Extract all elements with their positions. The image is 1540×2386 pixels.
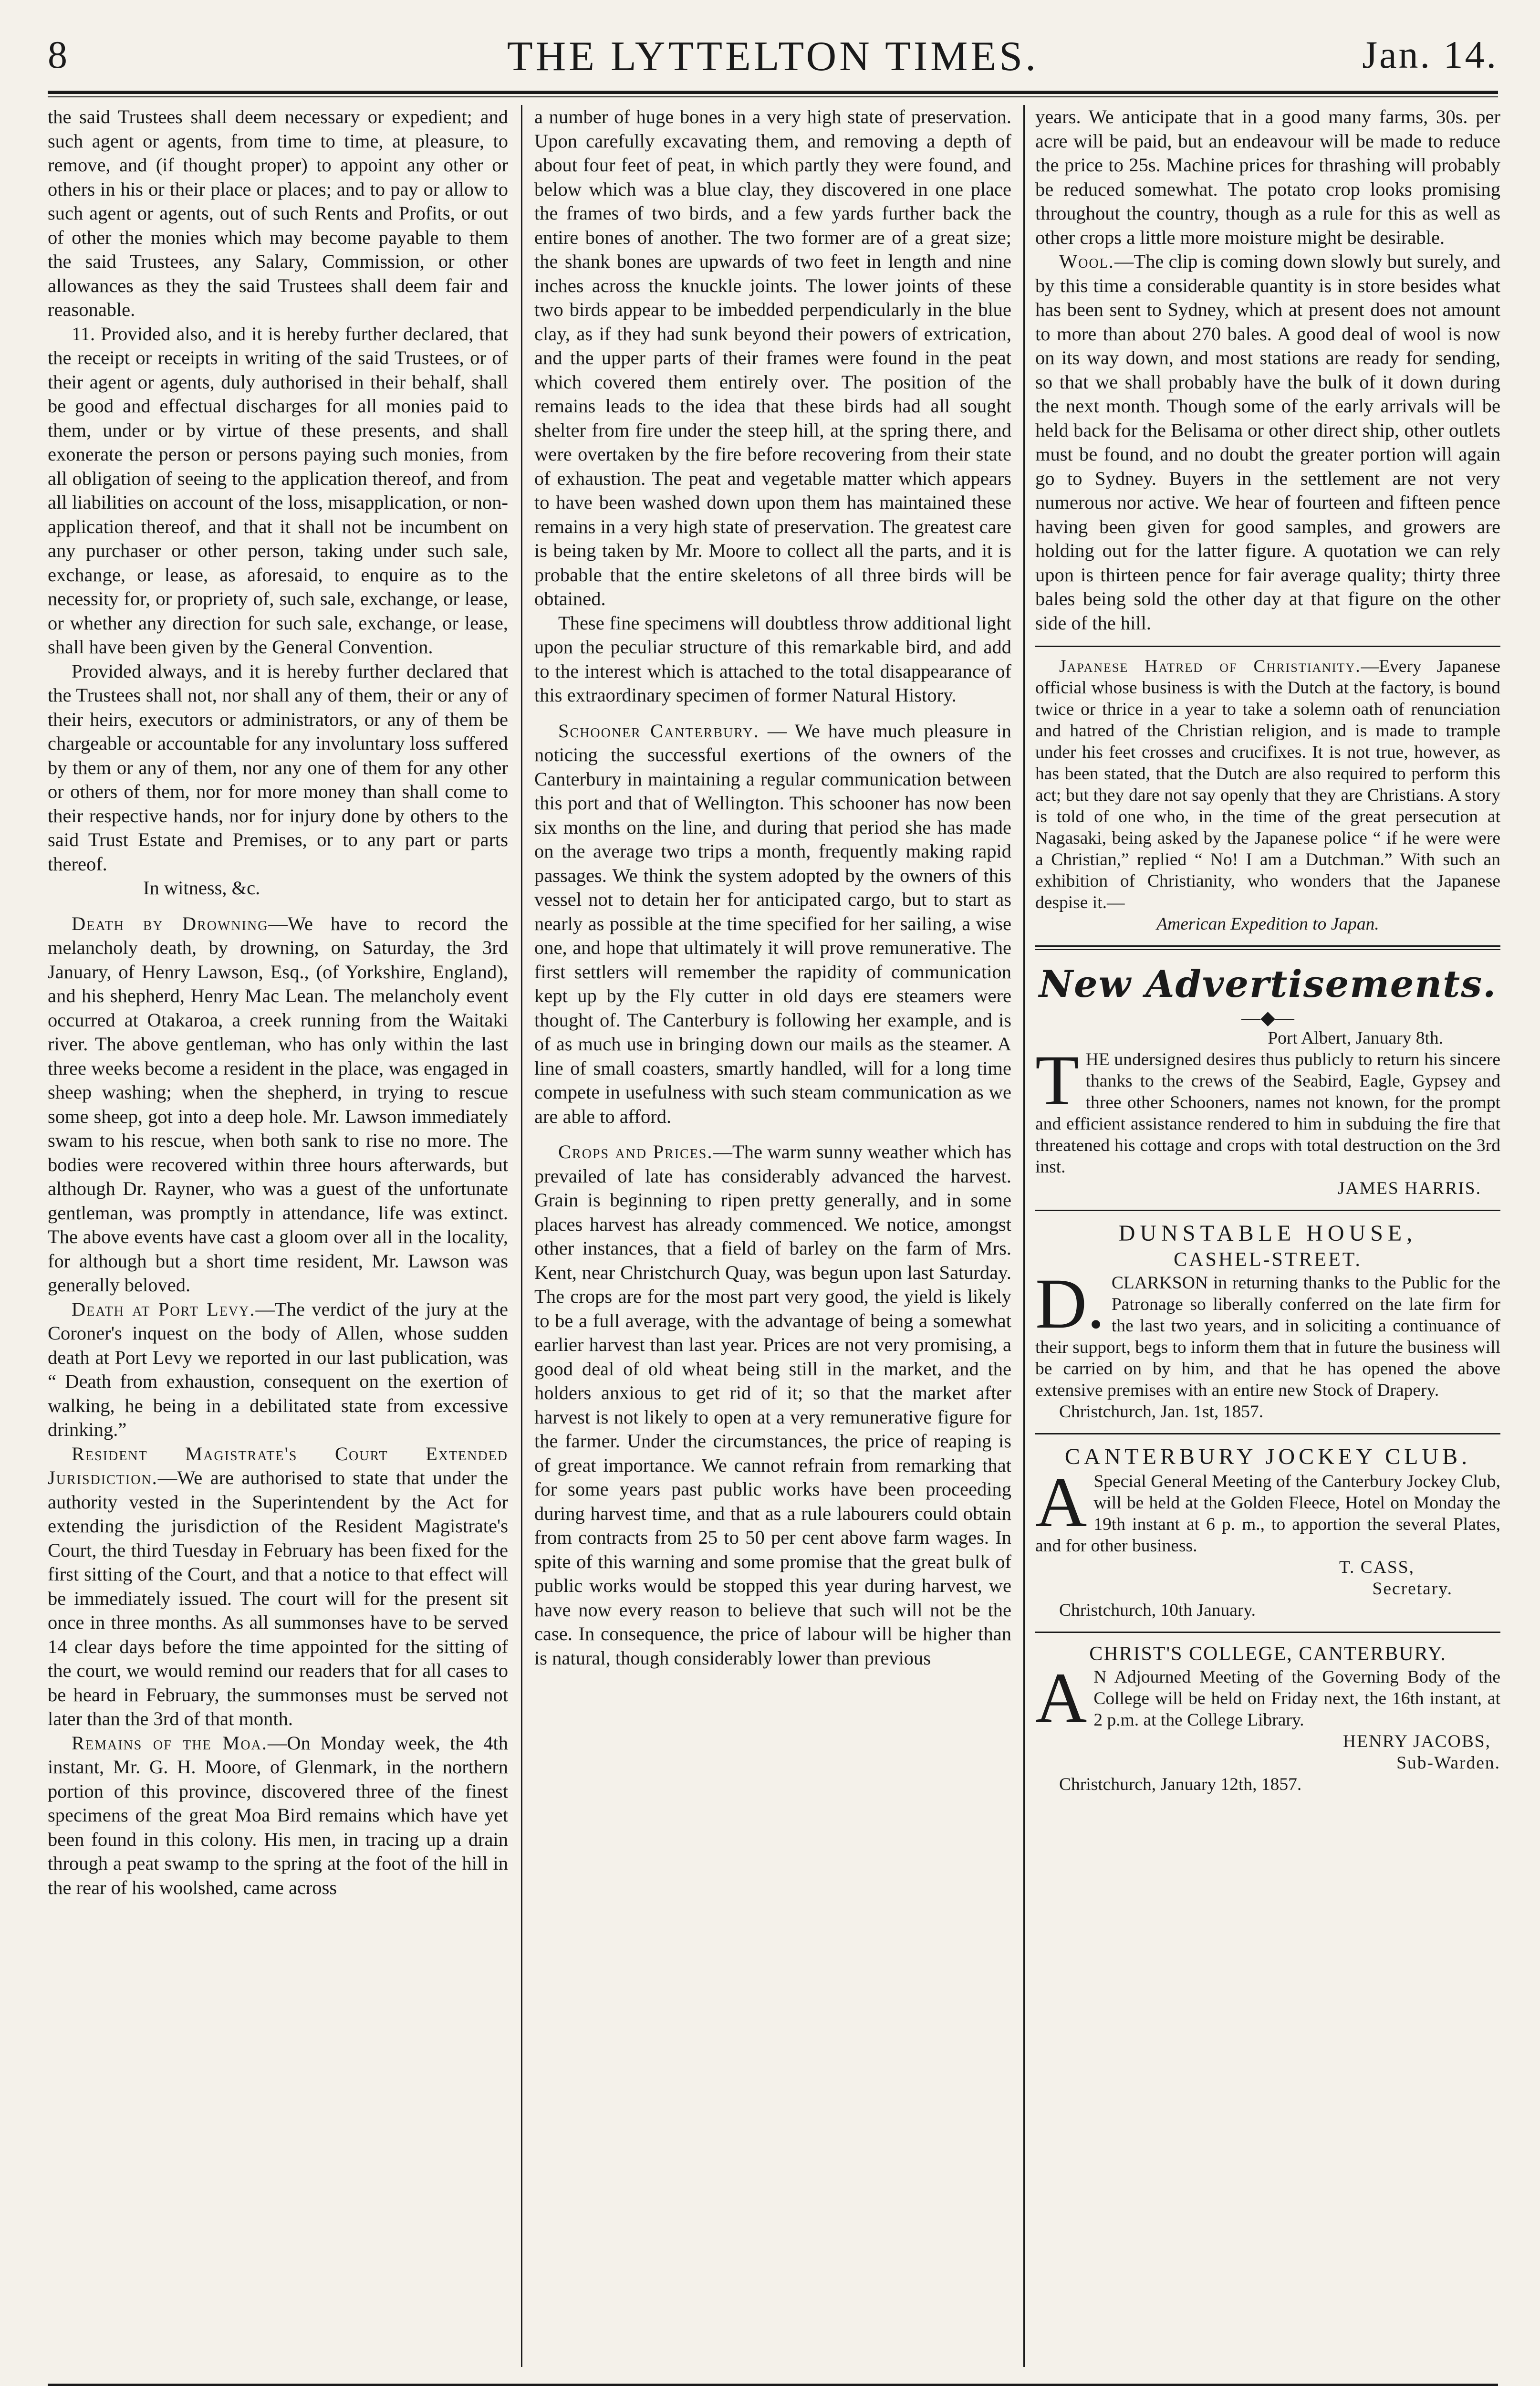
drop-cap: T bbox=[1035, 1041, 1079, 1120]
advert-body: Special General Meeting of the Canterbury Jockey Club, will be held at the Golden Fleece, Hotel on Monday the 19th instant at 6 p. m., to apportion the several Plates, and for other business. bbox=[1035, 1472, 1500, 1556]
article-moa bbox=[48, 1731, 508, 1900]
advert-signature-role: Sub-Warden. bbox=[1396, 1753, 1500, 1773]
ornament-dash: —◆— bbox=[1241, 1007, 1294, 1028]
advert-signature-role: Secretary. bbox=[1372, 1579, 1453, 1599]
advert-christs-college bbox=[1035, 1642, 1500, 1795]
article-japan bbox=[1035, 656, 1500, 935]
masthead bbox=[48, 32, 1498, 85]
column-1 bbox=[48, 105, 508, 2367]
advert-signature: HENRY JACOBS, bbox=[1342, 1732, 1491, 1751]
column-3 bbox=[1035, 105, 1500, 2367]
advert-title: DUNSTABLE HOUSE, bbox=[1118, 1221, 1417, 1246]
witness-line: In witness, &c. bbox=[143, 877, 260, 899]
drop-cap: D. bbox=[1035, 1264, 1105, 1343]
article-drowning bbox=[48, 912, 508, 1298]
newspaper-title: THE LYTTELTON TIMES. bbox=[507, 33, 1039, 80]
article-body: —On Monday week, the 4th instant, Mr. G. H. Moore, of Glenmark, in the northern portion of this province, discovered three of the finest specimens of the great Moa Bird remains which have yet been found in this colony. His men, in tracing up a drain through a peat swamp to the spring at the foot of the hill in the rear of his woolshed, came across bbox=[48, 1732, 508, 1898]
new-advertisements-heading: New Advertisements. bbox=[1039, 963, 1497, 1006]
article-crops bbox=[534, 1140, 1011, 1670]
advert-dateline: Christchurch, Jan. 1st, 1857. bbox=[1059, 1402, 1264, 1422]
advert-james-harris bbox=[1035, 1027, 1500, 1199]
advert-signature: JAMES HARRIS. bbox=[1337, 1179, 1481, 1198]
advert-dunstable-house bbox=[1035, 1220, 1500, 1423]
article-body: —The clip is coming down slowly but surely, and by this time a considerable quantity is in store besides what has been sent to Sydney, which at present does not amount to more than about 270 bales. A good deal of wool is now on its way down, and most stations are ready for sending, so that we shall probably have the bulk of it down during the next month. Though some of the early arrivals will be held back for the Belisama or other direct ship, other outlets must be found, and no doubt the greater portion will again go to Sydney. Buyers in the settlement are not very numerous nor active. We hear of fourteen and fifteen pence having been given for good samples, and growers are holding out for the latter figure. A quotation we can rely upon is thirteen pence for fair average quality; thirty three bales being sold the other day at that figure on the other side of the hill. bbox=[1035, 251, 1500, 634]
article-body: — We have much pleasure in noticing the successful exertions of the owners of the Canterbury in maintaining a regular communication between this port and that of Wellington. This schooner has now been six months on the line, and during that period she has made on the average two trips a month, frequently making rapid passages. We think the system adopted by the owners of this vessel not to detain her for anticipated cargo, but to start as nearly as possible at the time specified for her sailing, a wise one, and hope that ultimately it will prove remunerative. The first settlers will remember the rapidity of communication kept up by the Fly cutter in old days ere steamers were thought of. The Canterbury is following her example, and is of as much use in bringing down our mails as the steamer. A line of small coasters, smartly handled, will for a long time compete in usefulness with such steam communication as we are able to afford. bbox=[534, 720, 1011, 1127]
advert-place-date: Port Albert, January 8th. bbox=[1268, 1028, 1443, 1048]
advert-body: HE undersigned desires thus publicly to return his sincere thanks to the crews of the Seabird, Eagle, Gypsey and three other Schooners, names not known, for the prompt and efficient assistance rendered to him in subduing the fire that threatened his cottage and crops with total destruction on the 3rd inst. bbox=[1035, 1050, 1500, 1177]
article-crops-continued: years. We anticipate that in a good many farms, 30s. per acre will be paid, but an endeavour will be made to reduce the price to 25s. Machine prices for thrashing will probably be reduced somewhat. The potato crop looks promising throughout the country, though as a rule for this as well as other crops a little more moisture might be desirable. bbox=[1035, 106, 1500, 248]
spacer bbox=[534, 708, 1011, 719]
article-wool bbox=[1035, 250, 1500, 635]
advert-dateline: Christchurch, 10th January. bbox=[1059, 1601, 1256, 1620]
article-body: —We are authorised to state that under the authority vested in the Superintendent by the Act for extending the jurisdiction of the Resident Magistrate's Court, the third Tuesday in February has been fixed for the first sitting of the Court, and that a notice to that effect will be immediately issued. The court will for the present sit once in three months. As all summonses have to be served 14 clear days before the time appointed for the sitting of the court, we would remind our readers that for all cases to be heard in February, the summonses must be served not later than the 3rd of that month. bbox=[48, 1467, 508, 1729]
advert-body: CLARKSON in returning thanks to the Public for the Patronage so liberally conferred on the late firm for the last two years, and in soliciting a continuance of their support, begs to inform them that in future the business will be carried on by him, and that he has opened the above extensive premises with an entire new Stock of Drapery. bbox=[1035, 1273, 1500, 1400]
issue-date: Jan. 14. bbox=[1362, 33, 1498, 76]
advert-body: N Adjourned Meeting of the Governing Body of the College will be held on Friday next, the 16th instant, at 2 p.m. at the College Library. bbox=[1093, 1667, 1500, 1730]
section-separator bbox=[1035, 945, 1500, 950]
article-body: —Every Japanese official whose business is with the Dutch at the factory, is bound twice or thrice in a year to take a solemn oath of renunciation and hatred of the Christian religion, and is made to trample under his feet crosses and crucifixes. It is not true, however, as has been stated, that the Dutch are also required to perform this act; but they dare not say openly that they are Christians. A story is told of one who, in the time of the great persecution at Nagasaki, being asked by the Japanese police “ if he were were a Christian,” replied “ No! I am a Dutchman.” With such an exhibition of Christianity, who wonders that the Japanese despise it.— bbox=[1035, 657, 1500, 912]
trust-deed-clause-11: 11. Provided also, and it is hereby further declared, that the receipt or receipts in writing of the said Trustees, or of their agent or agents, duly authorised in their behalf, shall be good and effectual discharges for all monies paid to them, under or by virtue of these presents, and shall exonerate the person or persons paying such monies, from all obligation of seeing to the application thereof, and from all liabilities on account of the loss, misapplication, or non-application thereof, and that it shall not be incumbent on any purchaser or other person, taking under such sale, exchange, or lease, as aforesaid, to enquire as to the necessity for, or propriety of, such sale, exchange, or lease, or whether any direction for such sale, exchange, or lease, shall have been given by the General Convention. bbox=[48, 323, 508, 658]
section-separator bbox=[1035, 1210, 1500, 1211]
drop-cap: A bbox=[1035, 1658, 1087, 1737]
article-moa-conclusion: These fine specimens will doubtless throw additional light upon the peculiar structure of this remarkable bird, and add to the interest which is attached to the total disappearance of this extraordinary specimen of former Natural History. bbox=[534, 612, 1011, 706]
article-heading: Remains of the Moa. bbox=[72, 1732, 268, 1754]
spacer bbox=[534, 1129, 1011, 1140]
article-port-levy bbox=[48, 1298, 508, 1442]
spacer bbox=[48, 900, 508, 912]
column-divider bbox=[521, 105, 522, 2367]
trust-deed-proviso: Provided always, and it is hereby further declared that the Trustees shall not, nor shall any of them, their or any of their heirs, executors or administrators, or any of them be chargeable or accountable for any involuntary loss suffered by them or any of them, nor any one of them for any other or others of them, nor for more money than shall come to their respective hands, nor for injury done by others to the said Trust Estate and Premises, or to any part or parts thereof. bbox=[48, 660, 508, 875]
advert-signature: T. CASS, bbox=[1339, 1558, 1415, 1577]
article-heading: Crops and Prices. bbox=[558, 1141, 713, 1162]
trust-deed-text: the said Trustees shall deem necessary or expedient; and such agent or agents, from time to time, at pleasure, to remove, and (if thought proper) to appoint any other or others in his or their place or places; and to pay or allow to such agent or agents, out of such Rents and Profits, or out of other the monies which may become payable to them the said Trustees, any Salary, Commission, or other allowances as they the said Trustees shall deem fair and reasonable. bbox=[48, 106, 508, 320]
page-bottom-rule bbox=[48, 2384, 1498, 2386]
article-heading: Resident Magistrate's Court Extended Jurisdiction. bbox=[48, 1443, 508, 1488]
section-separator bbox=[1035, 646, 1500, 647]
advert-title: CANTERBURY JOCKEY CLUB. bbox=[1064, 1444, 1471, 1469]
article-body: —The warm sunny weather which has prevailed of late has considerably advanced the harvest. Grain is beginning to ripen pretty generally, and in some places harvest has already commenced. We notice, amongst other instances, that a field of barley on the farm of Mrs. Kent, near Christchurch Quay, was begun upon last Saturday. The crops are for the most part very good, the yield is likely to be a full average, with the advantage of being a somewhat earlier harvest than last year. Prices are not very promising, a good deal of old wheat being still in the market, and the holders anxious to get rid of it; so that the market after harvest is not likely to open at a very remunerative figure for the farmer. Under the circumstances, the price of reaping is of great importance. We cannot refrain from remarking that for some years past public works have been proceeding during harvest time, and that as a rule labourers could obtain from contracts from 25 to 50 per cent above farm wages. In spite of this warning and some promise that the great bulk of public works would be stopped this year during harvest, we have now every reason to believe that such will not be the case. In consequence, the price of labour will be higher than is natural, though considerably lower than previous bbox=[534, 1141, 1011, 1669]
article-magistrate-court bbox=[48, 1442, 508, 1731]
column-divider bbox=[1023, 105, 1025, 2367]
drop-cap: A bbox=[1035, 1463, 1087, 1542]
article-heading: Japanese Hatred of Christianity. bbox=[1059, 657, 1361, 676]
advert-jockey-club bbox=[1035, 1443, 1500, 1621]
article-heading: Schooner Canterbury. bbox=[558, 720, 760, 742]
masthead-rule bbox=[48, 91, 1498, 97]
column-2 bbox=[534, 105, 1011, 2367]
article-source: American Expedition to Japan. bbox=[1156, 914, 1379, 934]
article-heading: Death by Drowning bbox=[72, 912, 269, 934]
section-separator bbox=[1035, 1433, 1500, 1434]
advert-title: CHRIST'S COLLEGE, CANTERBURY. bbox=[1089, 1643, 1446, 1665]
advert-dateline: Christchurch, January 12th, 1857. bbox=[1059, 1775, 1302, 1794]
section-separator bbox=[1035, 1632, 1500, 1633]
advert-subtitle: CASHEL-STREET. bbox=[1174, 1249, 1362, 1271]
article-body: —The verdict of the jury at the Coroner's inquest on the body of Allen, whose sudden death at Port Levy we reported in our last publication, was “ Death from exhaustion, consequent on the exertion of walking, he being in a debilitated state from excessive drinking.” bbox=[48, 1298, 508, 1440]
article-heading: Wool. bbox=[1059, 251, 1114, 272]
page-number: 8 bbox=[48, 33, 67, 76]
article-schooner bbox=[534, 719, 1011, 1129]
article-body: —We have to record the melancholy death, by drowning, on Saturday, the 3rd January, of Henry Lawson, Esq., (of Yorkshire, England), and his shepherd, Henry Mac Lean. The melancholy event occurred at Otakaroa, a creek running from the Waitaki river. The above gentleman, who has only within the last three weeks become a resident in the place, was engaged in sheep washing; when the shepherd, in trying to rescue some sheep, got into a deep hole. Mr. Lawson immediately swam to his rescue, when both sank to rise no more. The bodies were recovered within three hours afterwards, but although Dr. Rayner, who was a guest of the unfortunate gentleman, was promptly in attendance, life was extinct. The above events have cast a gloom over all in the locality, for although but a short time resident, Mr. Lawson was generally beloved. bbox=[48, 912, 508, 1296]
article-heading: Death at Port Levy. bbox=[72, 1298, 256, 1320]
article-moa-continued: a number of huge bones in a very high state of preservation. Upon carefully excavating them, and removing a depth of about four feet of peat, in which partly they were found, and below which was a blue clay, they discovered in one place the frames of two birds, and a few yards further back the entire bones of another. The two former are of a great size; the shank bones are upwards of two feet in length and nine inches across the knuckle joints. The lower joints of these two birds appear to be imbedded perpendicularly in the blue clay, as if they had sunk beyond their powers of extrication, and the upper parts of their frames were found in the peat which covered them entirely over. The position of the remains leads to the idea that these birds had all sought shelter from fire under the steep hill, at the spring there, and were overtaken by the fire before recovering from their state of exhaustion. The peat and vegetable matter which appears to have been washed down upon them has maintained these remains in a very high state of preservation. The greatest care is being taken by Mr. Moore to collect all the parts, and it is probable that the entire skeletons of all three birds will be obtained. bbox=[534, 106, 1011, 609]
